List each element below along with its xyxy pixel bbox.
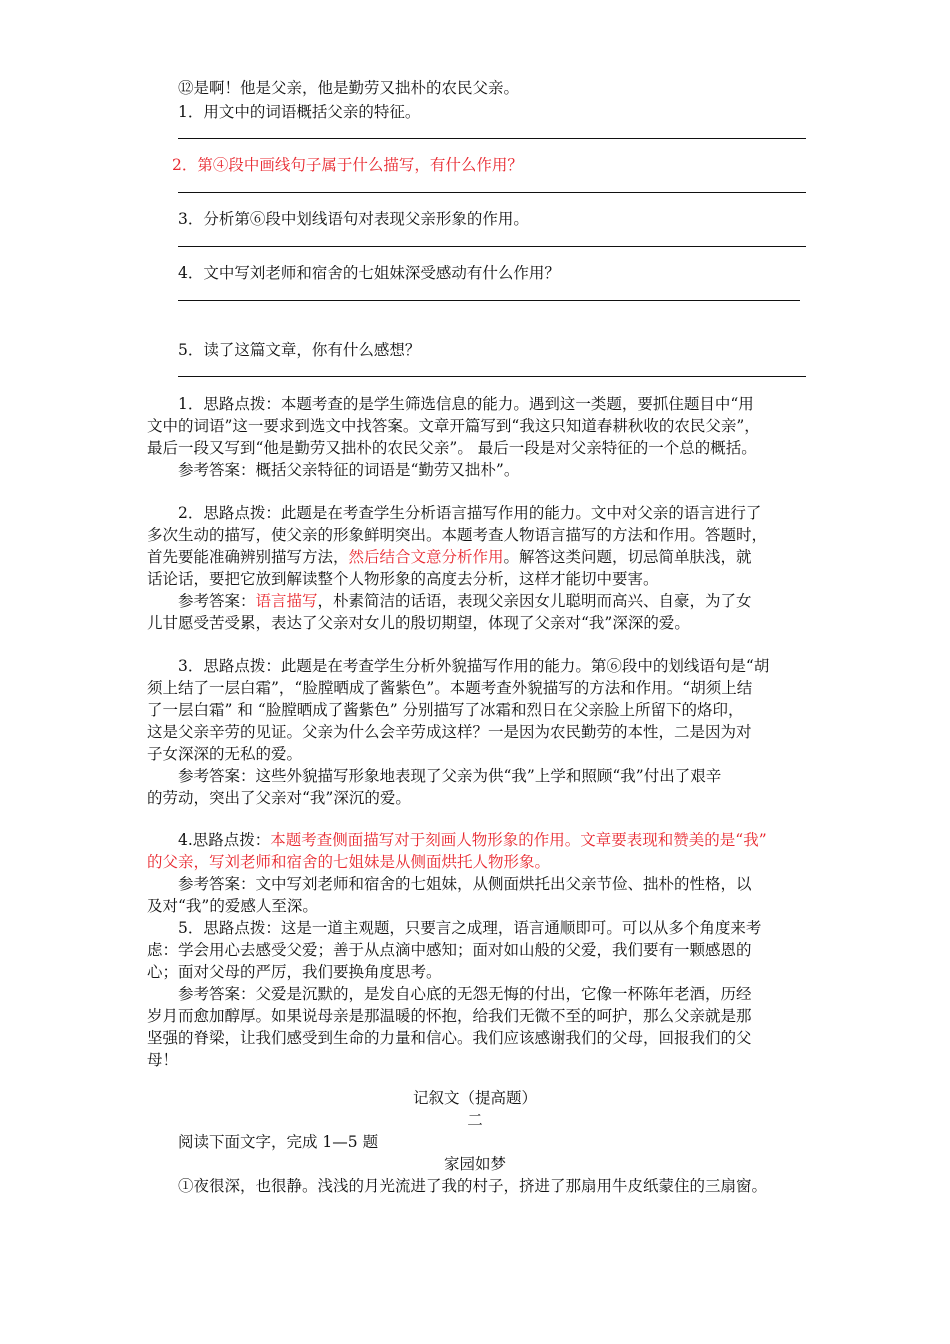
answer-2-line-3 [147, 546, 752, 568]
intro-line: ⑫是啊！他是父亲，他是勤劳又拙朴的农民父亲。 [178, 79, 520, 97]
answer-2-line-4: 话论话，要把它放到解读整个人物形象的高度去分析，这样才能切中要害。 [147, 570, 659, 588]
answer-3-line-3: 了一层白霜” 和 “脸膛晒成了酱紫色” 分别描写了冰霜和烈日在父亲脸上所留下的烙印， [147, 701, 744, 719]
answer-4-line-1-prefix: 4.思路点拨： [178, 831, 271, 849]
answer-rule-2 [178, 192, 806, 193]
answer-4-reference-line-2: 及对“我”的爱感人至深。 [147, 897, 318, 915]
question-4: 4．文中写刘老师和宿舍的七姐妹深受感动有什么作用？ [178, 264, 560, 282]
answer-4-line-1-highlight: 本题考查侧面描写对于刻画人物形象的作用。文章要表现和赞美的是“我” [270, 831, 767, 849]
section-title: 记叙文（提高题） [412, 1089, 537, 1107]
answer-1-line-3: 最后一段又写到“他是勤劳又拙朴的农民父亲”。 最后一段是对父亲特征的一个总的概括。 [147, 439, 757, 457]
answer-5-reference-line-1: 参考答案：父爱是沉默的，是发自心底的无怨无悔的付出，它像一杯陈年老酒，历经 [178, 985, 752, 1003]
answer-4-line-1 [178, 829, 767, 851]
answer-1-line-1: 1．思路点拨：本题考查的是学生筛选信息的能力。遇到这一类题，要抓住题目中“用 [178, 395, 754, 413]
answer-2-line-2: 多次生动的描写，使父亲的形象鲜明突出。本题考查人物语言描写的方法和作用。答题时， [147, 526, 768, 544]
answer-4-line-2: 的父亲，写刘老师和宿舍的七姐妹是从侧面烘托人物形象。 [147, 853, 551, 871]
answer-2-reference-rest: ，朴素简洁的话语，表现父亲因女儿聪明而高兴、自豪，为了女 [317, 592, 752, 610]
answer-2-line-1: 2．思路点拨：此题是在考查学生分析语言描写作用的能力。文中对父亲的语言进行了 [178, 504, 762, 522]
answer-2-line-3-part-c: 。解答这类问题，切忌简单肤浅，就 [503, 548, 752, 566]
answer-5-line-3: 心；面对父母的严厉，我们要换角度思考。 [147, 963, 442, 981]
answer-2-reference-prefix: 参考答案： [178, 592, 256, 610]
question-1: 1．用文中的词语概括父亲的特征。 [178, 103, 421, 121]
question-2: 2．第④段中画线句子属于什么描写，有什么作用？ [172, 156, 523, 174]
answer-rule-4 [178, 300, 800, 301]
answer-3-reference-line-2: 的劳动，突出了父亲对“我”深沉的爱。 [147, 789, 411, 807]
answer-5-reference-line-2: 岁月而愈加醇厚。如果说母亲是那温暖的怀抱，给我们无微不至的呵护，那么父亲就是那 [147, 1007, 752, 1025]
answer-5-reference-line-4: 母！ [147, 1051, 179, 1069]
answer-2-line-3-highlight: 然后结合文意分析作用 [348, 548, 504, 566]
answer-1-reference: 参考答案：概括父亲特征的词语是“勤劳又拙朴”。 [178, 461, 520, 479]
answer-4-reference-line-1: 参考答案：文中写刘老师和宿舍的七姐妹，从侧面烘托出父亲节俭、拙朴的性格，以 [178, 875, 752, 893]
answer-2-reference-line-2: 儿甘愿受苦受累，表达了父亲对女儿的殷切期望，体现了父亲对“我”深深的爱。 [147, 614, 690, 632]
answer-3-line-4: 这是父亲辛劳的见证。父亲为什么会辛劳成这样？一是因为农民勤劳的本性，二是因为对 [147, 723, 752, 741]
question-5: 5．读了这篇文章，你有什么感想？ [178, 341, 421, 359]
answer-3-line-2: 须上结了一层白霜”，“脸膛晒成了酱紫色”。本题考查外貌描写的方法和作用。“胡须上结 [147, 679, 753, 697]
article-title: 家园如梦 [443, 1155, 506, 1173]
answer-2-reference-highlight: 语言描写 [255, 592, 318, 610]
answer-2-reference-line-1 [178, 590, 752, 612]
article-first-paragraph: ①夜很深，也很静。浅浅的月光流进了我的村子，挤进了那扇用牛皮纸蒙住的三扇窗。 [178, 1177, 768, 1195]
section-number: 二 [467, 1111, 483, 1129]
answer-rule-3 [178, 246, 806, 247]
answer-rule-5 [178, 376, 806, 377]
question-3: 3．分析第⑥段中划线语句对表现父亲形象的作用。 [178, 210, 529, 228]
answer-5-reference-line-3: 坚强的脊梁，让我们感受到生命的力量和信心。我们应该感谢我们的父母，回报我们的父 [147, 1029, 752, 1047]
answer-2-line-3-part-a: 首先要能准确辨别描写方法， [147, 548, 349, 566]
answer-3-reference-line-1: 参考答案：这些外貌描写形象地表现了父亲为供“我”上学和照顾“我”付出了艰辛 [178, 767, 722, 785]
answer-5-line-2: 虑：学会用心去感受父爱；善于从点滴中感知；面对如山般的父爱，我们要有一颗感恩的 [147, 941, 752, 959]
answer-3-line-5: 子女深深的无私的爱。 [147, 745, 303, 763]
answer-1-line-2: 文中的词语”这一要求到选文中找答案。文章开篇写到“我这只知道春耕秋收的农民父亲”， [147, 417, 760, 435]
answer-3-line-1: 3．思路点拨：此题是在考查学生分析外貌描写作用的能力。第⑥段中的划线语句是“胡 [178, 657, 770, 675]
answer-rule-1 [178, 138, 806, 139]
section-instruction: 阅读下面文字，完成 1—5 题 [178, 1133, 379, 1151]
answer-5-line-1: 5．思路点拨：这是一道主观题，只要言之成理，语言通顺即可。可以从多个角度来考 [178, 919, 762, 937]
